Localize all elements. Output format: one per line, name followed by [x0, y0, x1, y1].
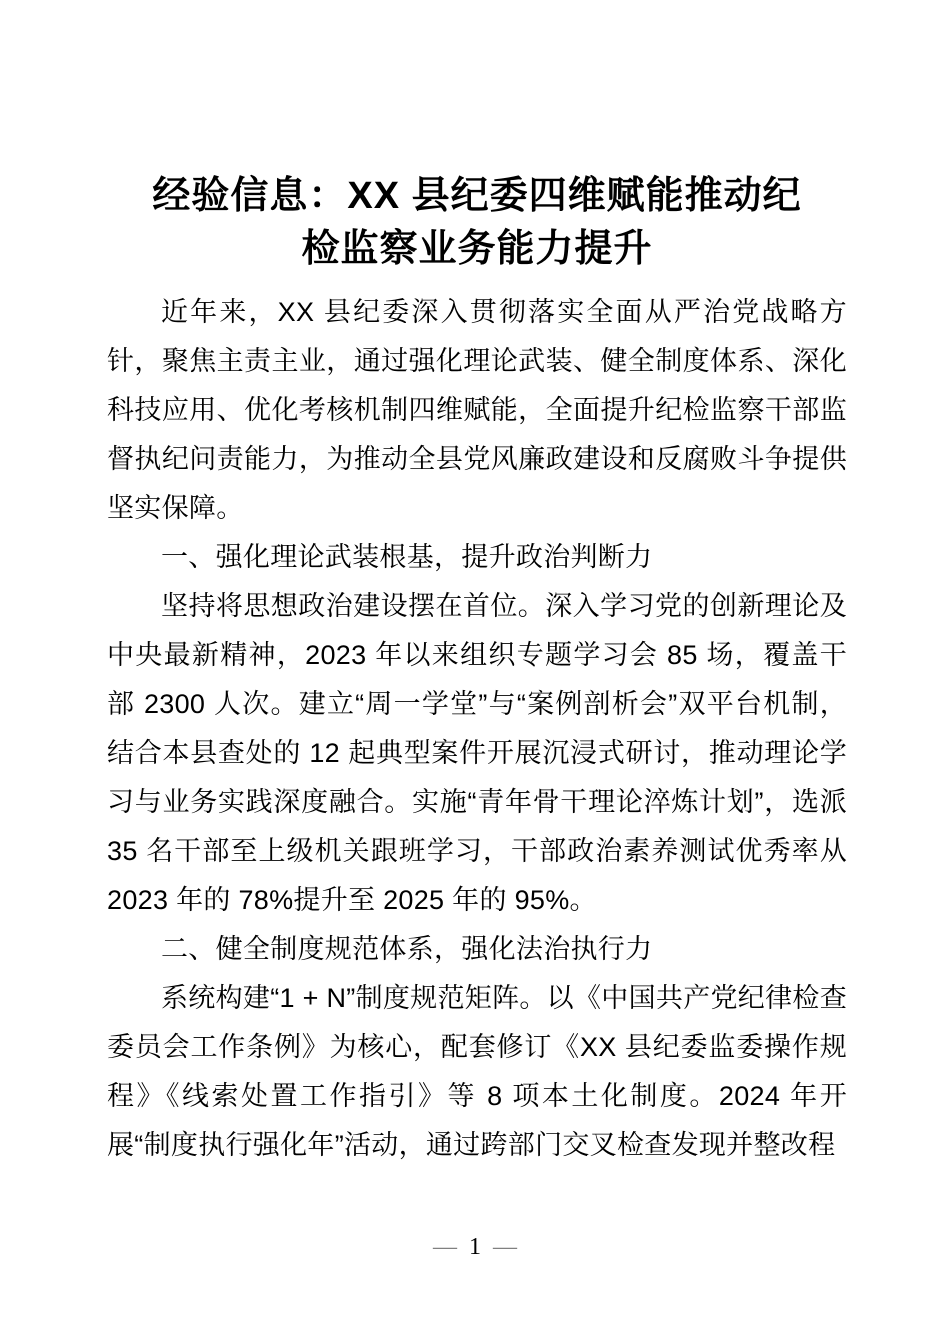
footer-left-dash: —	[433, 1234, 457, 1260]
paragraph-section-1: 坚持将思想政治建设摆在首位。深入学习党的创新理论及中央最新精神，2023 年以来组织专题学习会 85 场，覆盖干部 2300 人次。建立“周一学堂”与“案例剖析会”双平台机制，结合本县查处的 12 起典型案件开展沉浸式研讨，推动理论学习与业务实践深度融合。实施“青年骨干理论淬炼计划”，选派 35 名干部至上级机关跟班学习，干部政治素养测试优秀率从 2023 年的 78%提升至 2025 年的 95%。	[107, 591, 847, 915]
document-content	[107, 170, 847, 1170]
paragraph-section-2: 系统构建“1 + N”制度规范矩阵。以《中国共产党纪律检查委员会工作条例》为核心，配套修订《XX 县纪委监委操作规程》《线索处置工作指引》等 8 项本土化制度。2024 年开展“制度执行强化年”活动，通过跨部门交叉检查发现并整改程	[107, 983, 847, 1160]
document-title	[107, 170, 847, 276]
paragraph-intro: 近年来，XX 县纪委深入贯彻落实全面从严治党战略方针，聚焦主责主业，通过强化理论武装、健全制度体系、深化科技应用、优化考核机制四维赋能，全面提升纪检监察干部监督执纪问责能力，为推动全县党风廉政建设和反腐败斗争提供坚实保障。	[107, 297, 847, 523]
page-footer	[0, 1232, 950, 1262]
document-title-line-2: 检监察业务能力提升	[301, 228, 653, 270]
section-heading-1: 一、强化理论武装根基，提升政治判断力	[161, 542, 653, 572]
footer-right-dash: —	[493, 1234, 517, 1260]
section-heading-2: 二、健全制度规范体系，强化法治执行力	[161, 934, 653, 964]
document-title-line-1: 经验信息：XX 县纪委四维赋能推动纪	[152, 175, 802, 217]
page-number: 1	[469, 1234, 481, 1260]
